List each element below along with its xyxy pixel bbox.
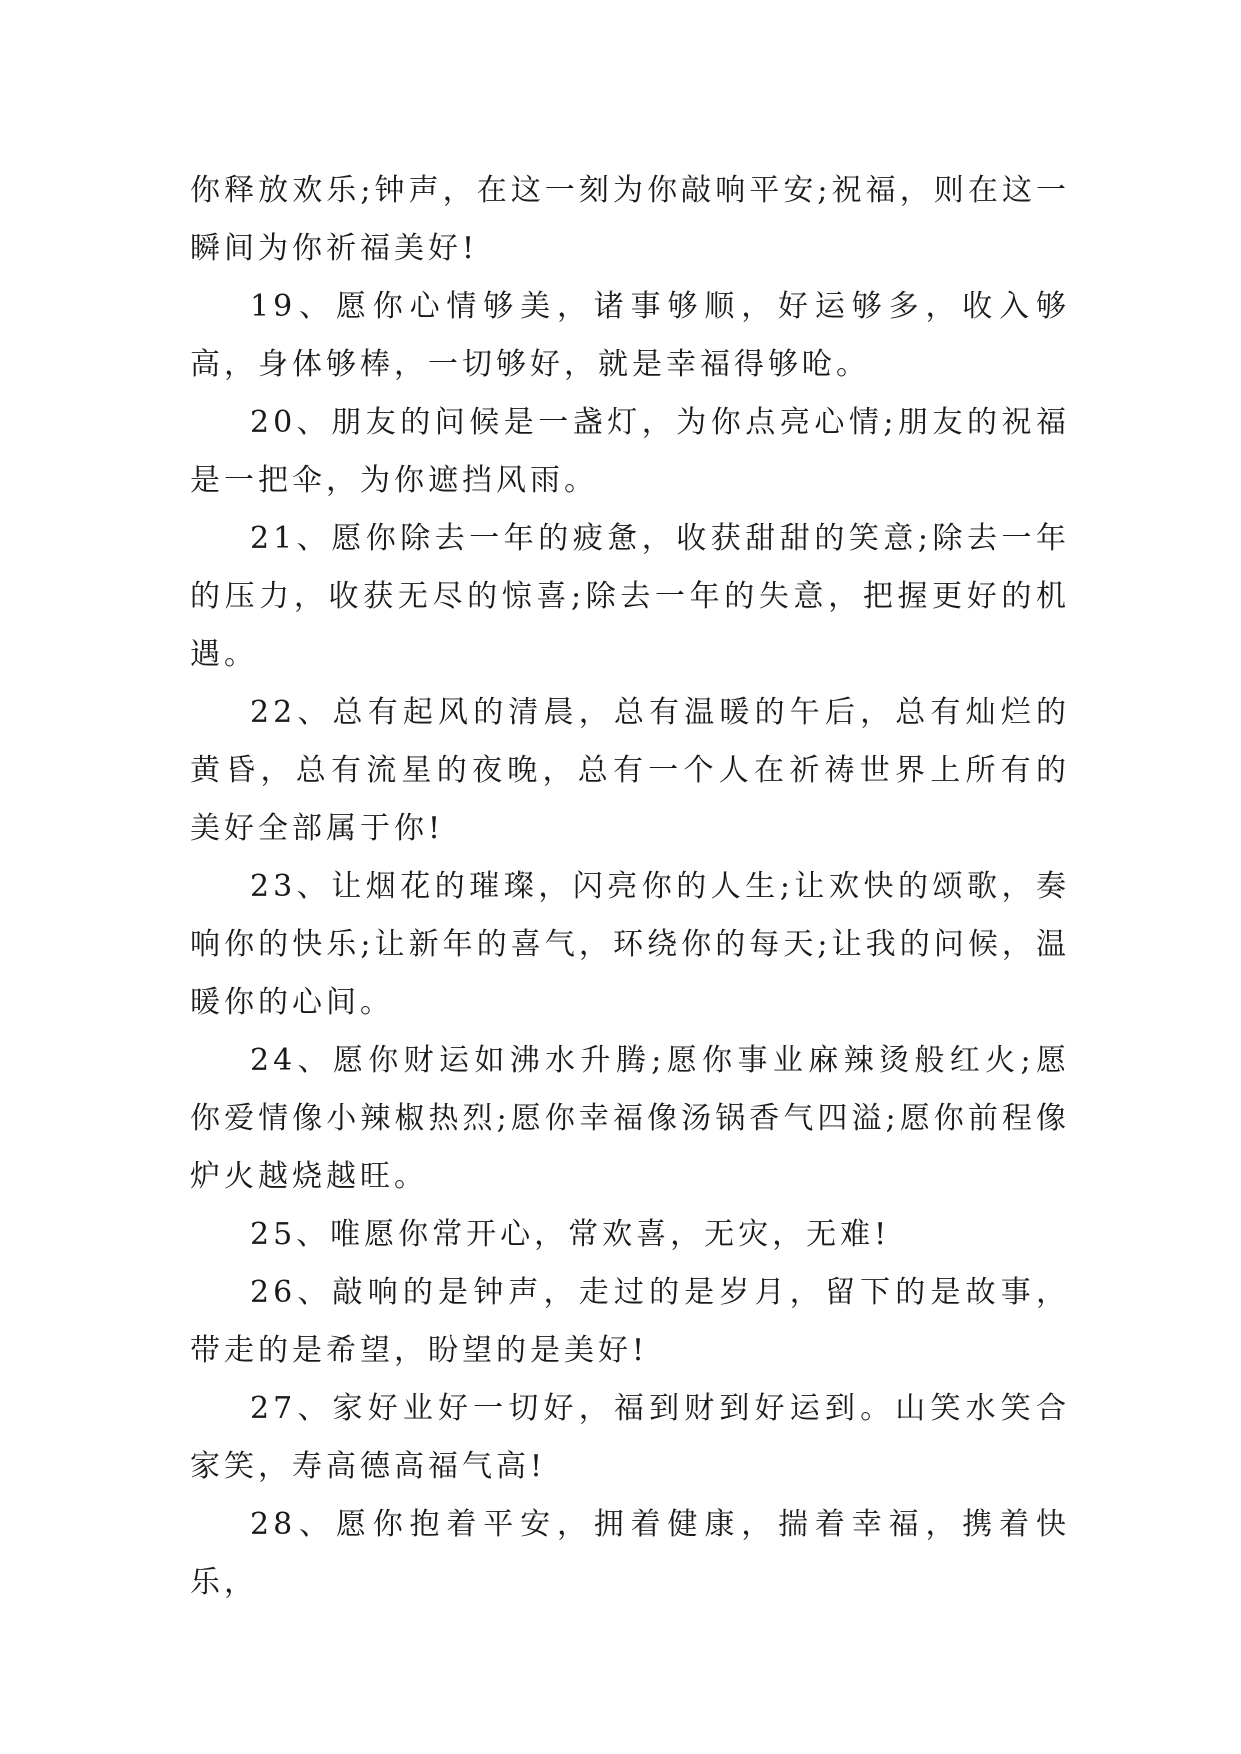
paragraph-25: 25、唯愿你常开心，常欢喜，无灾，无难! <box>250 1217 891 1252</box>
paragraph-23: 23、让烟花的璀璨，闪亮你的人生;让欢快的颂歌，奏响你的快乐;让新年的喜气，环绕你的每天;让我的问候，温暖你的心间。 <box>190 869 1070 1020</box>
paragraph-continued: 你释放欢乐;钟声，在这一刻为你敲响平安;祝福，则在这一瞬间为你祈福美好! <box>190 173 1070 266</box>
paragraph-19: 19、愿你心情够美，诸事够顺，好运够多，收入够高，身体够棒，一切够好，就是幸福得够呛。 <box>190 289 1070 382</box>
paragraph-26: 26、敲响的是钟声，走过的是岁月，留下的是故事，带走的是希望，盼望的是美好! <box>190 1275 1070 1368</box>
paragraph-20: 20、朋友的问候是一盏灯，为你点亮心情;朋友的祝福是一把伞，为你遮挡风雨。 <box>190 405 1070 498</box>
paragraph-27: 27、家好业好一切好，福到财到好运到。山笑水笑合家笑，寿高德高福气高! <box>190 1391 1070 1484</box>
paragraph-21: 21、愿你除去一年的疲惫，收获甜甜的笑意;除去一年的压力，收获无尽的惊喜;除去一年的失意，把握更好的机遇。 <box>190 521 1070 672</box>
paragraph-28: 28、愿你抱着平安，拥着健康，揣着幸福，携着快乐， <box>190 1507 1070 1600</box>
body-text <box>190 162 1070 1612</box>
paragraph-24: 24、愿你财运如沸水升腾;愿你事业麻辣烫般红火;愿你爱情像小辣椒热烈;愿你幸福像汤锅香气四溢;愿你前程像炉火越烧越旺。 <box>190 1043 1070 1194</box>
paragraph-22: 22、总有起风的清晨，总有温暖的午后，总有灿烂的黄昏，总有流星的夜晚，总有一个人在祈祷世界上所有的美好全部属于你! <box>190 695 1070 846</box>
